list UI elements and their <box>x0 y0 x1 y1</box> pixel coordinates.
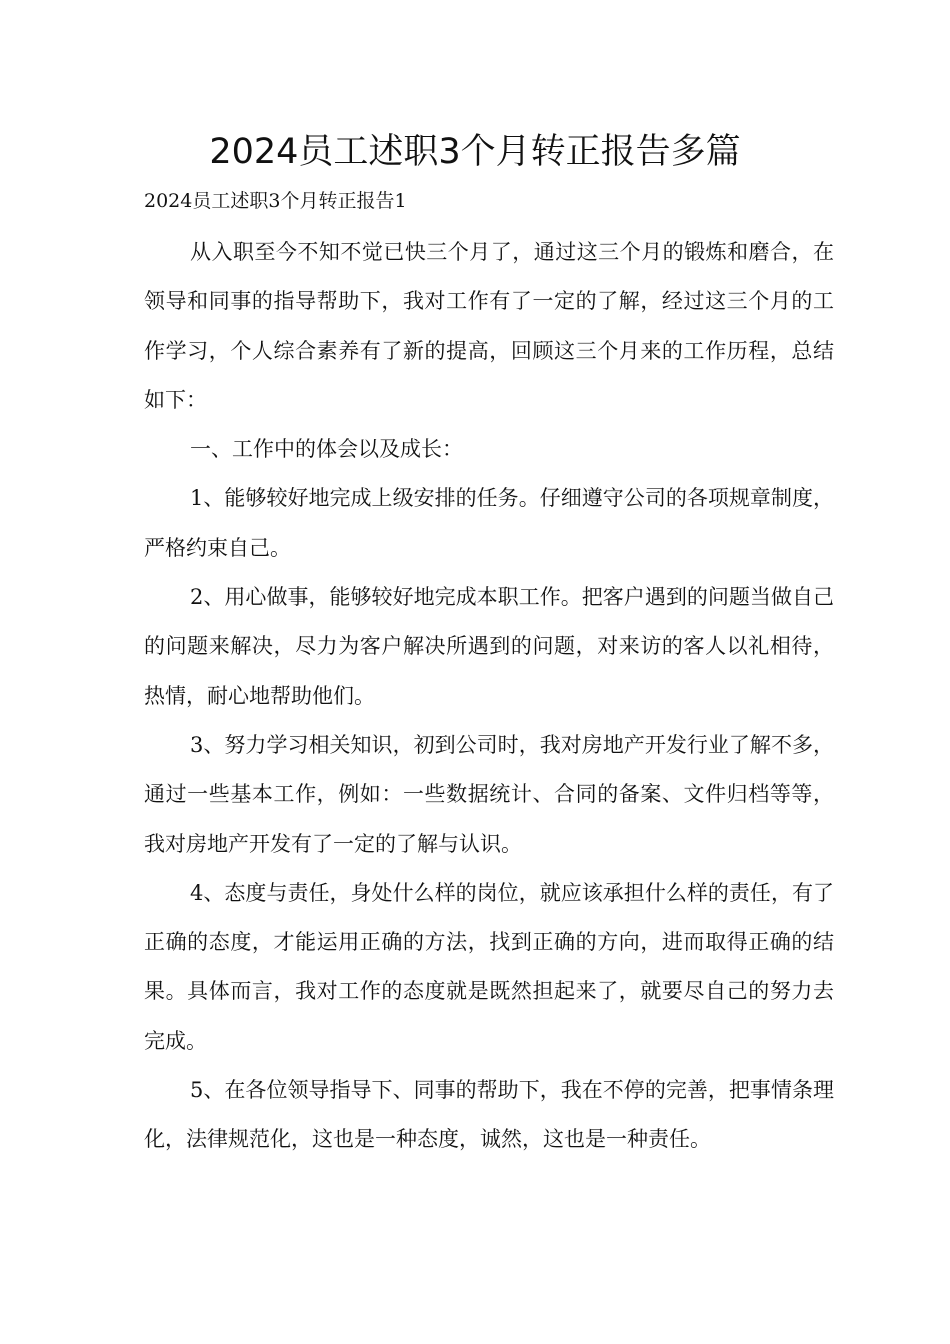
paragraph-item-5: 5、在各位领导指导下、同事的帮助下，我在不停的完善，把事情条理化，法律规范化，这也是一种态度，诚然，这也是一种责任。 <box>144 1078 834 1152</box>
paragraph-item-2: 2、用心做事，能够较好地完成本职工作。把客户遇到的问题当做自己的问题来解决，尽力为客户解决所遇到的问题，对来访的客人以礼相待，热情，耐心地帮助他们。 <box>144 585 834 708</box>
paragraph-intro: 从入职至今不知不觉已快三个月了，通过这三个月的锻炼和磨合，在领导和同事的指导帮助下，我对工作有了一定的了解，经过这三个月的工作学习，个人综合素养有了新的提高，回顾这三个月来的工作历程，总结如下： <box>144 240 834 412</box>
report-subtitle: 2024员工述职3个月转正报告1 <box>144 190 407 212</box>
document-body <box>144 228 834 1165</box>
paragraph-item-1: 1、能够较好地完成上级安排的任务。仔细遵守公司的各项规章制度，严格约束自己。 <box>144 486 834 560</box>
paragraph-item-3: 3、努力学习相关知识，初到公司时，我对房地产开发行业了解不多，通过一些基本工作，例如：一些数据统计、合同的备案、文件归档等等，我对房地产开发有了一定的了解与认识。 <box>144 732 834 856</box>
paragraph-item-4: 4、态度与责任，身处什么样的岗位，就应该承担什么样的责任，有了正确的态度，才能运用正确的方法，找到正确的方向，进而取得正确的结果。具体而言，我对工作的态度就是既然担起来了，就要尽自己的努力去完成。 <box>144 880 834 1053</box>
paragraph-section-heading: 一、工作中的体会以及成长： <box>190 437 463 462</box>
document-title: 2024员工述职3个月转正报告多篇 <box>209 132 741 172</box>
